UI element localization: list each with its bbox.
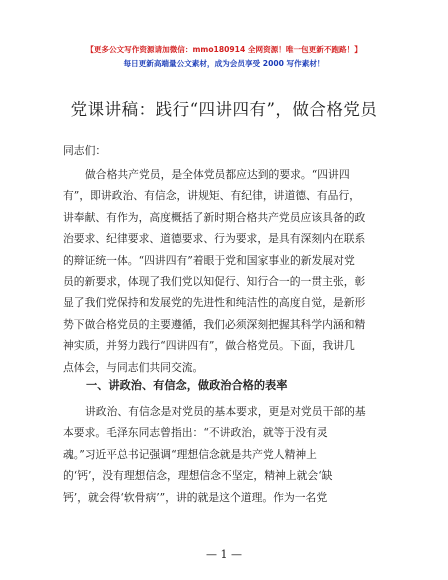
- paragraph-2-line: 钙’，就会得‘软骨病’”，讲的就是这个道理。作为一名党: [63, 490, 328, 504]
- paragraph-2-line: 本要求。毛泽东同志曾指出：“不讲政治，就等于没有灵: [63, 426, 328, 440]
- paragraph-1-line: 有”，即讲政治、有信念，讲规矩、有纪律，讲道德、有品行，: [63, 189, 361, 203]
- paragraph-1-line: 讲奉献、有作为，高度概括了新时期合格共产党员应该具备的政: [63, 210, 366, 224]
- paragraph-1-line: 显了我们党保持和发展党的先进性和纯洁性的高度自觉，是新形: [63, 296, 366, 310]
- paragraph-1-line: 的辩证统一体。“四讲四有”着眼于党和国家事业的新发展对党: [63, 253, 355, 267]
- promo-banner-line-1: 【更多公文写作资源请加微信：mmo180914 全网资源！唯一包更新不跑路！】: [86, 45, 362, 54]
- promo-banner-line-2: 每日更新高端量公文素材，成为会员享受 2000 写作素材！: [123, 59, 325, 68]
- paragraph-1: [63, 164, 387, 378]
- paragraph-1-line: 治要求、纪律要求、道德要求、行为要求，是具有深刻内在联系: [63, 232, 366, 246]
- salutation: 同志们：: [63, 144, 107, 157]
- paragraph-1-line: 神实质，并努力践行“四讲四有”，做合格党员。下面，我讲几: [63, 339, 355, 353]
- paragraph-1-line: 点体会，与同志们共同交流。: [63, 360, 204, 374]
- page-number: — 1 —: [206, 548, 242, 561]
- paragraph-1-line: 做合格共产党员，是全体党员都应达到的要求。“四讲四: [85, 168, 350, 181]
- section-heading-1: 一、讲政治、有信念，做政治合格的表率: [86, 379, 288, 392]
- paragraph-1-line: 员的新要求，体现了我们党以知促行、知行合一的一贯主张，彰: [63, 275, 366, 289]
- paragraph-2-line: 讲政治、有信念是对党员的基本要求，更是对党员干部的基: [85, 405, 366, 418]
- paragraph-2-line: 魂。”习近平总书记强调“理想信念就是共产党人精神上: [63, 447, 317, 461]
- document-title: 党课讲稿：践行“四讲四有”，做合格党员: [70, 100, 378, 119]
- paragraph-1-line: 势下做合格党员的主要遵循，我们必须深刻把握其科学内涵和精: [63, 317, 366, 331]
- paragraph-2-line: 的‘钙’，没有理想信念，理想信念不坚定，精神上就会‘缺: [63, 469, 333, 483]
- paragraph-2: [63, 401, 387, 508]
